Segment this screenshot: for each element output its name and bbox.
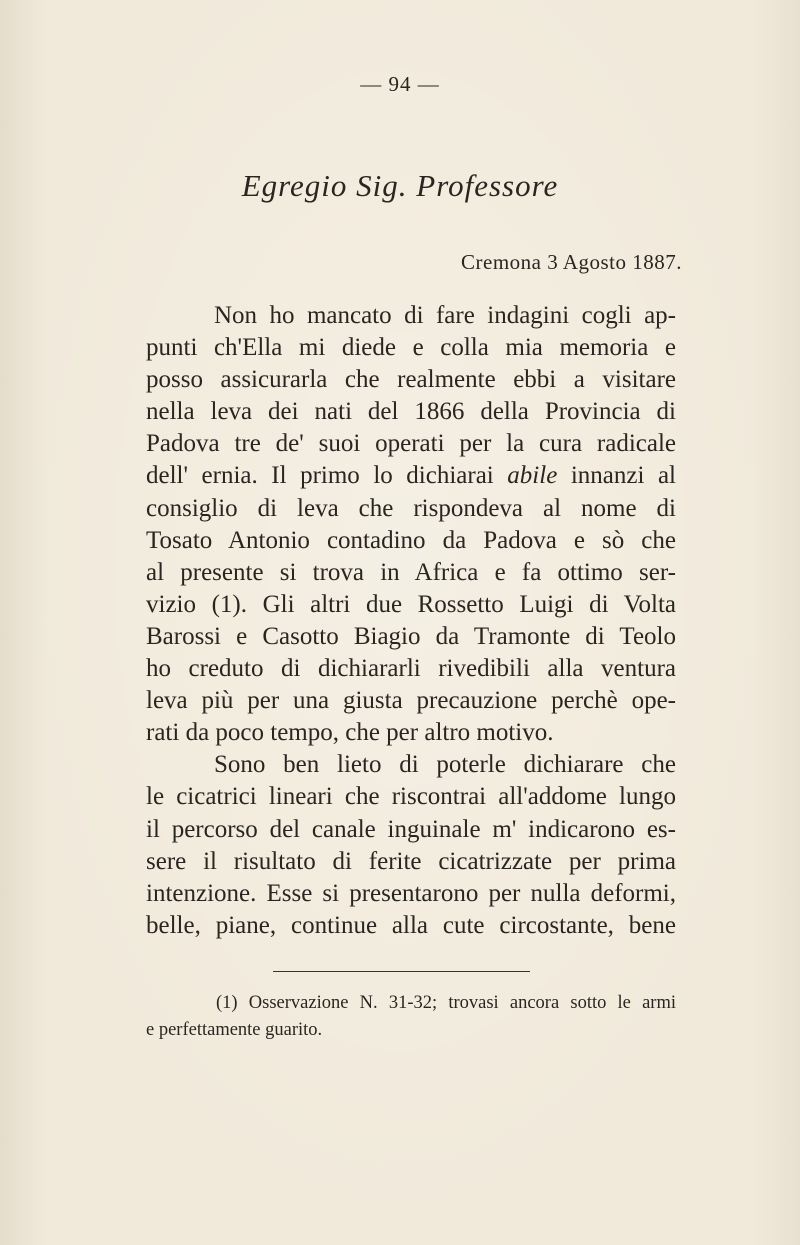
body-line: al presente si trova in Africa e fa ottimo ser- [146, 558, 676, 586]
body-line: le cicatrici lineari che riscontrai all'addome lungo [146, 783, 676, 811]
letter-dateline: Cremona 3 Agosto 1887. [461, 250, 682, 274]
emphasized-word: abile [507, 462, 558, 490]
body-line: leva più per una giusta precauzione perchè ope- [146, 687, 676, 715]
body-line: punti ch'Ella mi diede e colla mia memoria e [146, 334, 676, 362]
body-line: belle, piane, continue alla cute circostante, bene [146, 911, 676, 939]
body-line: Barossi e Casotto Biagio da Tramonte di Teolo [146, 622, 676, 650]
footnote [146, 990, 676, 1044]
body-line: ho creduto di dichiararli rivedibili alla ventura [146, 655, 676, 683]
body-line: intenzione. Esse si presentarono per nulla deformi, [146, 879, 676, 907]
page-number: — 94 — [360, 72, 440, 96]
body-line: consiglio di leva che rispondeva al nome di [146, 494, 676, 522]
body-line: Padova tre de' suoi operati per la cura radicale [146, 430, 676, 458]
body-line: Non ho mancato di fare indagini cogli ap- [214, 302, 676, 329]
body-line: Sono ben lieto di poterle dichiarare che [214, 751, 676, 779]
body-line: sere il risultato di ferite cicatrizzate per prima [146, 847, 676, 875]
footnote-line: e perfettamente guarito. [146, 1020, 323, 1040]
body-line: Tosato Antonio contadino da Padova e sò che [146, 526, 676, 554]
body-line-with-emphasis [146, 460, 676, 492]
letter-body [146, 300, 676, 942]
body-line-end: innanzi al [557, 462, 676, 490]
footnote-divider [273, 971, 530, 972]
body-line: il percorso del canale inguinale m' indicarono es- [146, 815, 676, 843]
body-line: rati da poco tempo, che per altro motivo. [146, 719, 554, 747]
body-line-start: dell' ernia. Il primo lo dichiarai [146, 462, 508, 490]
body-line: vizio (1). Gli altri due Rossetto Luigi di Volta [146, 590, 676, 618]
footnote-line: (1) Osservazione N. 31-32; trovasi ancora sotto le armi [216, 993, 676, 1013]
body-line: posso assicurarla che realmente ebbi a visitare [146, 366, 676, 394]
letter-salutation: Egregio Sig. Professore [241, 168, 559, 203]
body-line: nella leva dei nati del 1866 della Provincia di [146, 398, 676, 426]
